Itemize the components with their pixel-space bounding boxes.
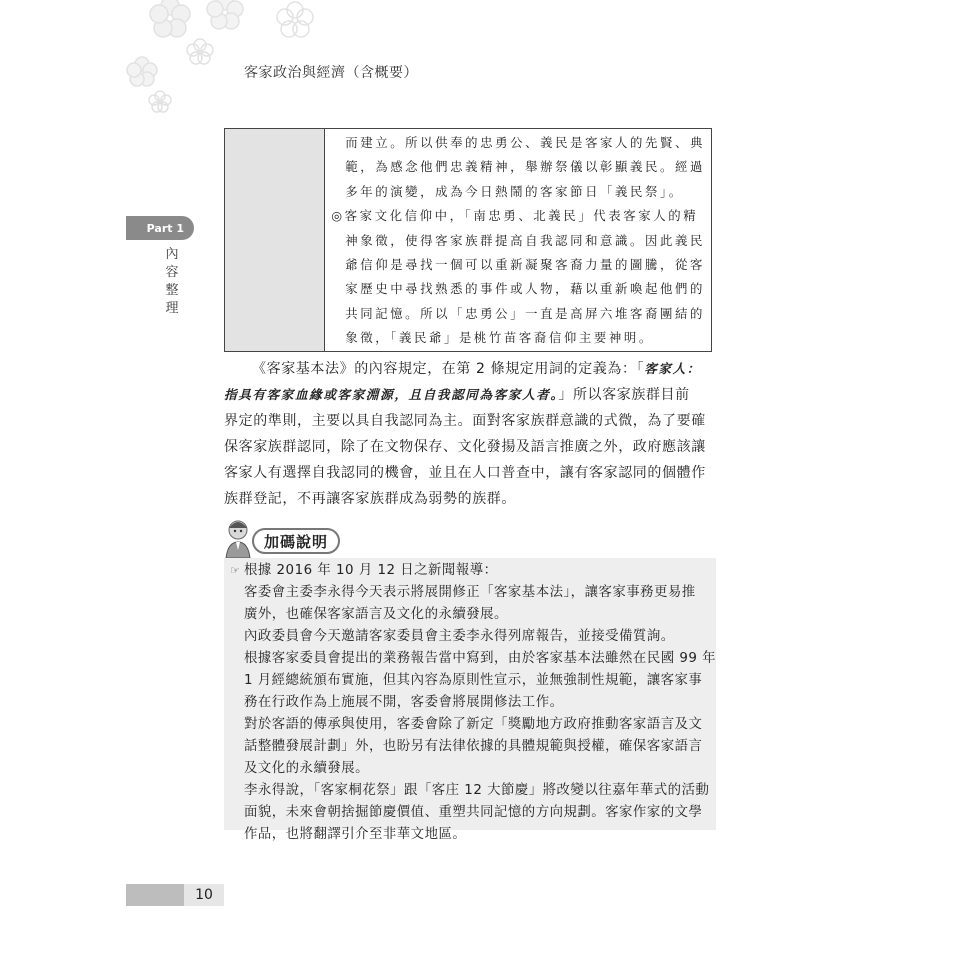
note-line: 務在行政作為上施展不開，客委會將展開修法工作。 [244,695,564,710]
para-line: 界定的準則，主要以具自我認同為主。面對客家族群意識的式微，為了要確 [224,413,706,429]
running-head: 客家政治與經濟（含概要） [244,65,418,81]
table-line: 爺信仰是尋找一個可以重新凝聚客裔力量的圖騰，從客 [345,257,705,273]
para-text: 《客家基本法》的內容規定，在第 2 條規定用詞的定義為：「 [252,361,645,377]
teacher-avatar-icon [224,518,254,558]
note-lead-line [230,560,710,582]
table-line: 家歷史中尋找熟悉的事件或人物，藉以重新喚起他們的 [345,281,705,297]
note-box [224,558,717,842]
pointing-hand-icon: ☞ [230,564,241,577]
table-label-cell [225,129,325,351]
page-number: 10 [184,884,224,906]
table-line: 多年的演變，成為今日熱鬧的客家節日「義民祭」。 [345,183,684,199]
section-char: 容 [165,265,179,280]
para-emphasis: 客家人： [644,361,701,376]
note-line: 面貌，未來會朝捨掘節慶價值、重塑共同記憶的方向規劃。客家作家的文學 [244,805,703,820]
table-content-cell [325,129,711,351]
note-header [224,518,344,558]
section-title-vertical [164,246,180,318]
table-line: ◎客家文化信仰中，「南忠勇、北義民」代表客家人的精 [331,208,699,224]
para-line [224,382,716,408]
para-line [224,356,716,382]
table-line: 範，為感念他們忠義精神，舉辦祭儀以彰顯義民。經過 [345,159,705,175]
section-char: 整 [165,283,179,298]
note-line: 作品，也將翻譯引介至非華文地區。 [244,827,467,842]
para-emphasis: 指具有客家血緣或客家淵源，且自我認同為客家人者。 [224,387,559,402]
para-line: 客家人有選擇自我認同的機會，並且在人口普查中，讓有客家認同的個體作 [224,465,706,481]
note-line: 內政委員會今天邀請客家委員會主委李永得列席報告，並接受備質詢。 [244,629,675,644]
note-line: 話整體發展計劃」外，也盼另有法律依據的具體規範與授權，確保客家語言 [244,739,703,754]
part-label: Part 1 [146,221,184,235]
note-line: 1 月經總統頒布實施，但其內容為原則性宣示，並無強制性規範，讓客家事 [244,673,703,688]
note-line: 廣外，也確保客家語言及文化的永續發展。 [244,607,508,622]
note-line: 及文化的永續發展。 [244,761,370,776]
section-char: 理 [165,301,179,316]
note-line: 對於客語的傳承與使用，客委會除了新定「獎勵地方政府推動客家語言及文 [244,717,703,732]
table-line: 象徵，「義民爺」是桃竹苗客裔信仰主要神明。 [345,330,654,346]
part-tab [126,216,194,240]
cherry-blossom-decoration [120,0,340,120]
note-title-badge: 加碼說明 [252,528,340,554]
table-line: 神象徵，使得客家族群提高自我認同和意識。因此義民 [345,232,705,248]
table-line: 共同記憶。所以「忠勇公」一直是高屏六堆客裔團結的 [345,305,705,321]
para-line: 保客家族群認同，除了在文物保存、文化發揚及語言推廣之外，政府應該讓 [224,439,706,455]
section-char: 內 [165,247,179,262]
para-text: 」所以客家族群目前 [558,387,690,403]
para-line: 族群登記，不再讓客家族群成為弱勢的族群。 [224,491,516,507]
note-line: 客委會主委李永得今天表示將展開修正「客家基本法」，讓客家事務更易推 [244,585,696,600]
note-line: 李永得說，「客家桐花祭」跟「客庄 12 大節慶」將改變以往嘉年華式的活動 [244,783,710,798]
note-lead-text: 根據 2016 年 10 月 12 日之新聞報導： [244,563,498,578]
content-table [224,128,712,352]
page-number-bar [126,884,184,906]
note-line: 根據客家委員會提出的業務報告當中寫到，由於客家基本法雖然在民國 99 年 [244,651,717,666]
table-line: 而建立。所以供奉的忠勇公、義民是客家人的先賢、典 [345,135,705,150]
body-paragraph [224,356,716,512]
